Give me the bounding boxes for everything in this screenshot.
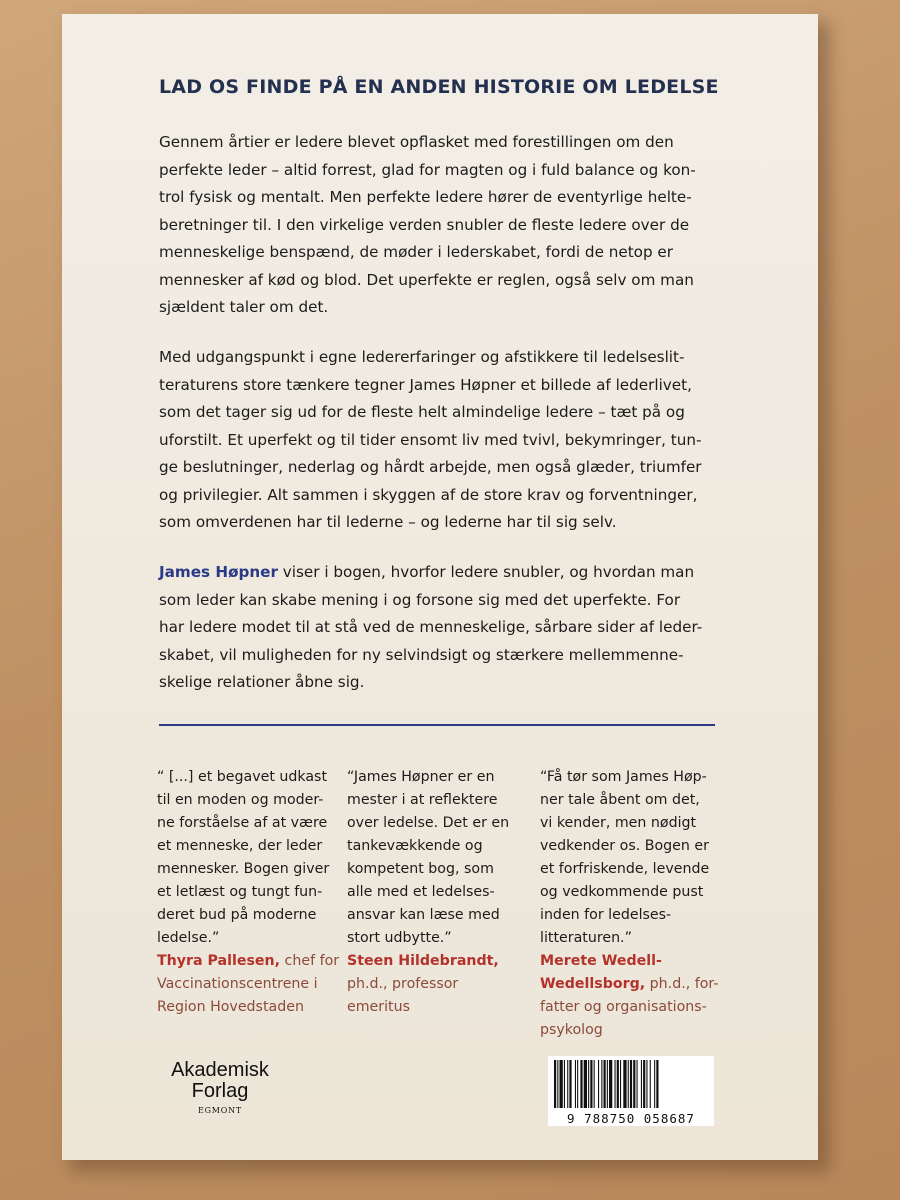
barcode-bar — [604, 1060, 606, 1108]
isbn-number: 9 788750 058687 — [567, 1111, 695, 1126]
barcode-bar — [607, 1060, 608, 1108]
barcode-bar — [637, 1060, 638, 1108]
barcode-bars — [548, 1056, 714, 1110]
divider-rule — [159, 724, 715, 726]
barcode-bar — [588, 1060, 589, 1108]
quote-line: og vedkommende pust — [540, 884, 704, 900]
barcode-bar — [623, 1060, 626, 1108]
quote-line: ner tale åbent om det, — [540, 792, 700, 808]
quote-line: “James Høpner er en — [347, 769, 495, 785]
blurb-line: beretninger til. I den virkelige verden snubler de fleste ledere over de — [159, 215, 690, 234]
quote-line: mennesker. Bogen giver — [157, 861, 330, 877]
endorsement-quote-2 — [347, 766, 509, 1019]
blurb-line — [159, 559, 759, 587]
publisher-logo — [165, 1060, 275, 1115]
blurb-paragraph-2 — [159, 344, 759, 537]
quote-line: tankevækkende og — [347, 838, 483, 854]
barcode-bar — [569, 1060, 571, 1108]
quote-author-role: ph.d., for- — [645, 976, 719, 992]
quote-line: vi kender, men nødigt — [540, 815, 697, 831]
barcode-bar — [580, 1060, 582, 1108]
quote-author-role: chef for — [280, 953, 340, 969]
quote-line: inden for ledelses- — [540, 907, 672, 923]
barcode-bar — [554, 1060, 556, 1108]
quote-line: deret bud på moderne — [157, 907, 317, 923]
blurb-line: perfekte leder – altid forrest, glad for magten og i fuld balance og kon- — [159, 160, 696, 179]
barcode-bar — [630, 1060, 632, 1108]
quote-line: “ [...] et begavet udkast — [157, 769, 328, 785]
cover-headline: LAD OS FINDE PÅ EN ANDEN HISTORIE OM LEDELSE — [159, 76, 719, 98]
barcode-bar — [564, 1060, 565, 1108]
barcode-bar — [560, 1060, 563, 1108]
blurb-line: mennesker af kød og blod. Det uperfekte er reglen, også selv om man — [159, 270, 694, 289]
author-name: James Høpner — [159, 563, 278, 581]
isbn-barcode — [548, 1056, 714, 1126]
blurb-line: som leder kan skabe mening i og forsone sig med det uperfekte. For — [159, 590, 681, 609]
blurb-line: som omverdenen har til lederne – og lederne har til sig selv. — [159, 513, 617, 531]
quote-line: over ledelse. Det er en — [347, 815, 510, 831]
blurb-line-rest: viser i bogen, hvorfor ledere snubler, og hvordan man — [277, 563, 695, 581]
blurb-line: uforstilt. Et uperfekt og til tider ensomt liv med tvivl, bekymringer, tun- — [159, 430, 702, 449]
quote-author-role: Region Hovedstaden — [157, 999, 304, 1015]
barcode-bar — [557, 1060, 558, 1108]
publisher-name-line1: Akademisk — [171, 1059, 269, 1081]
quote-line: ne forståelse af at være — [157, 815, 328, 831]
barcode-bar — [584, 1060, 587, 1108]
quote-line: ansvar kan læse med — [347, 907, 500, 923]
quote-line: ledelse.” — [157, 930, 220, 946]
barcode-bar — [650, 1060, 651, 1108]
blurb-paragraph-3 — [159, 559, 759, 697]
blurb-line: skabet, vil muligheden for ny selvindsigt og stærkere mellemmenne- — [159, 645, 684, 664]
barcode-bar — [590, 1060, 592, 1108]
quote-line: “Få tør som James Høp- — [540, 769, 707, 785]
quote-author-role: ph.d., professor — [347, 976, 459, 992]
barcode-bar — [594, 1060, 595, 1108]
barcode-bar — [633, 1060, 635, 1108]
quote-line: stort udbytte.” — [347, 930, 452, 946]
blurb-line: menneskelige benspænd, de møder i lederskabet, fordi de netop er — [159, 243, 674, 261]
quote-attribution — [540, 973, 718, 996]
barcode-bar — [656, 1060, 658, 1108]
blurb-line: og privilegier. Alt sammen i skyggen af de store krav og forventninger, — [159, 485, 698, 504]
quote-author-role: Vaccinationscentrene i — [157, 976, 318, 992]
barcode-bar — [620, 1060, 621, 1108]
quote-author-name: Wedellsborg, — [540, 976, 646, 992]
barcode-bar — [628, 1060, 629, 1108]
endorsement-quote-1 — [157, 766, 339, 1019]
blurb-line: skelige relationer åbne sig. — [159, 673, 365, 691]
blurb-line: ge beslutninger, nederlag og hårdt arbejde, men også glæder, triumfer — [159, 458, 702, 476]
blurb-line: teraturens store tænkere tegner James Høpner et billede af lederlivet, — [159, 375, 692, 394]
quote-author-role: psykolog — [540, 1022, 603, 1038]
blurb-line: Med udgangspunkt i egne ledererfaringer og afstikkere til ledelseslit- — [159, 348, 685, 366]
barcode-bar — [617, 1060, 619, 1108]
quote-author-name: Steen Hildebrandt, — [347, 953, 499, 969]
quote-line: et menneske, der leder — [157, 838, 323, 854]
barcode-bar — [643, 1060, 645, 1108]
quote-line: et forfriskende, levende — [540, 861, 710, 877]
quote-line: mester i at reflektere — [347, 792, 498, 808]
quote-line: litteraturen.” — [540, 930, 632, 946]
blurb-paragraph-1 — [159, 129, 759, 322]
barcode-bar — [567, 1060, 568, 1108]
book-back-cover — [62, 14, 818, 1160]
barcode-bar — [641, 1060, 642, 1108]
blurb-line: trol fysisk og mentalt. Men perfekte ledere hører de eventyrlige helte- — [159, 188, 692, 206]
blurb-line: sjældent taler om det. — [159, 298, 329, 316]
quote-line: alle med et ledelses- — [347, 884, 495, 900]
quote-author-role: emeritus — [347, 999, 410, 1015]
blurb-line: som det tager sig ud for de fleste helt almindelige ledere – tæt på og — [159, 403, 685, 421]
quote-author-name: Thyra Pallesen, — [157, 953, 281, 969]
quote-author-name: Merete Wedell- — [540, 953, 662, 969]
barcode-bar — [609, 1060, 612, 1108]
barcode-bar — [654, 1060, 655, 1108]
barcode-bar — [575, 1060, 576, 1108]
quote-line: kompetent bog, som — [347, 861, 494, 877]
blurb-line: har ledere modet til at stå ved de menneskelige, sårbare sider af leder- — [159, 618, 703, 636]
endorsement-quote-3 — [540, 766, 718, 1042]
quote-author-role: fatter og organisations- — [540, 999, 707, 1015]
publisher-name-line2: Forlag — [191, 1080, 249, 1102]
quote-line: vedkender os. Bogen er — [540, 838, 709, 854]
publisher-imprint: EGMONT — [197, 1106, 243, 1115]
barcode-bar — [601, 1060, 602, 1108]
barcode-bar — [577, 1060, 578, 1108]
quote-line: til en moden og moder- — [157, 792, 324, 808]
barcode-bar — [646, 1060, 647, 1108]
quote-attribution — [157, 950, 339, 973]
barcode-bar — [615, 1060, 616, 1108]
blurb-line: Gennem årtier er ledere blevet opflasket med forestillingen om den — [159, 133, 674, 151]
quote-line: et letlæst og tungt fun- — [157, 884, 323, 900]
barcode-bar — [598, 1060, 599, 1108]
